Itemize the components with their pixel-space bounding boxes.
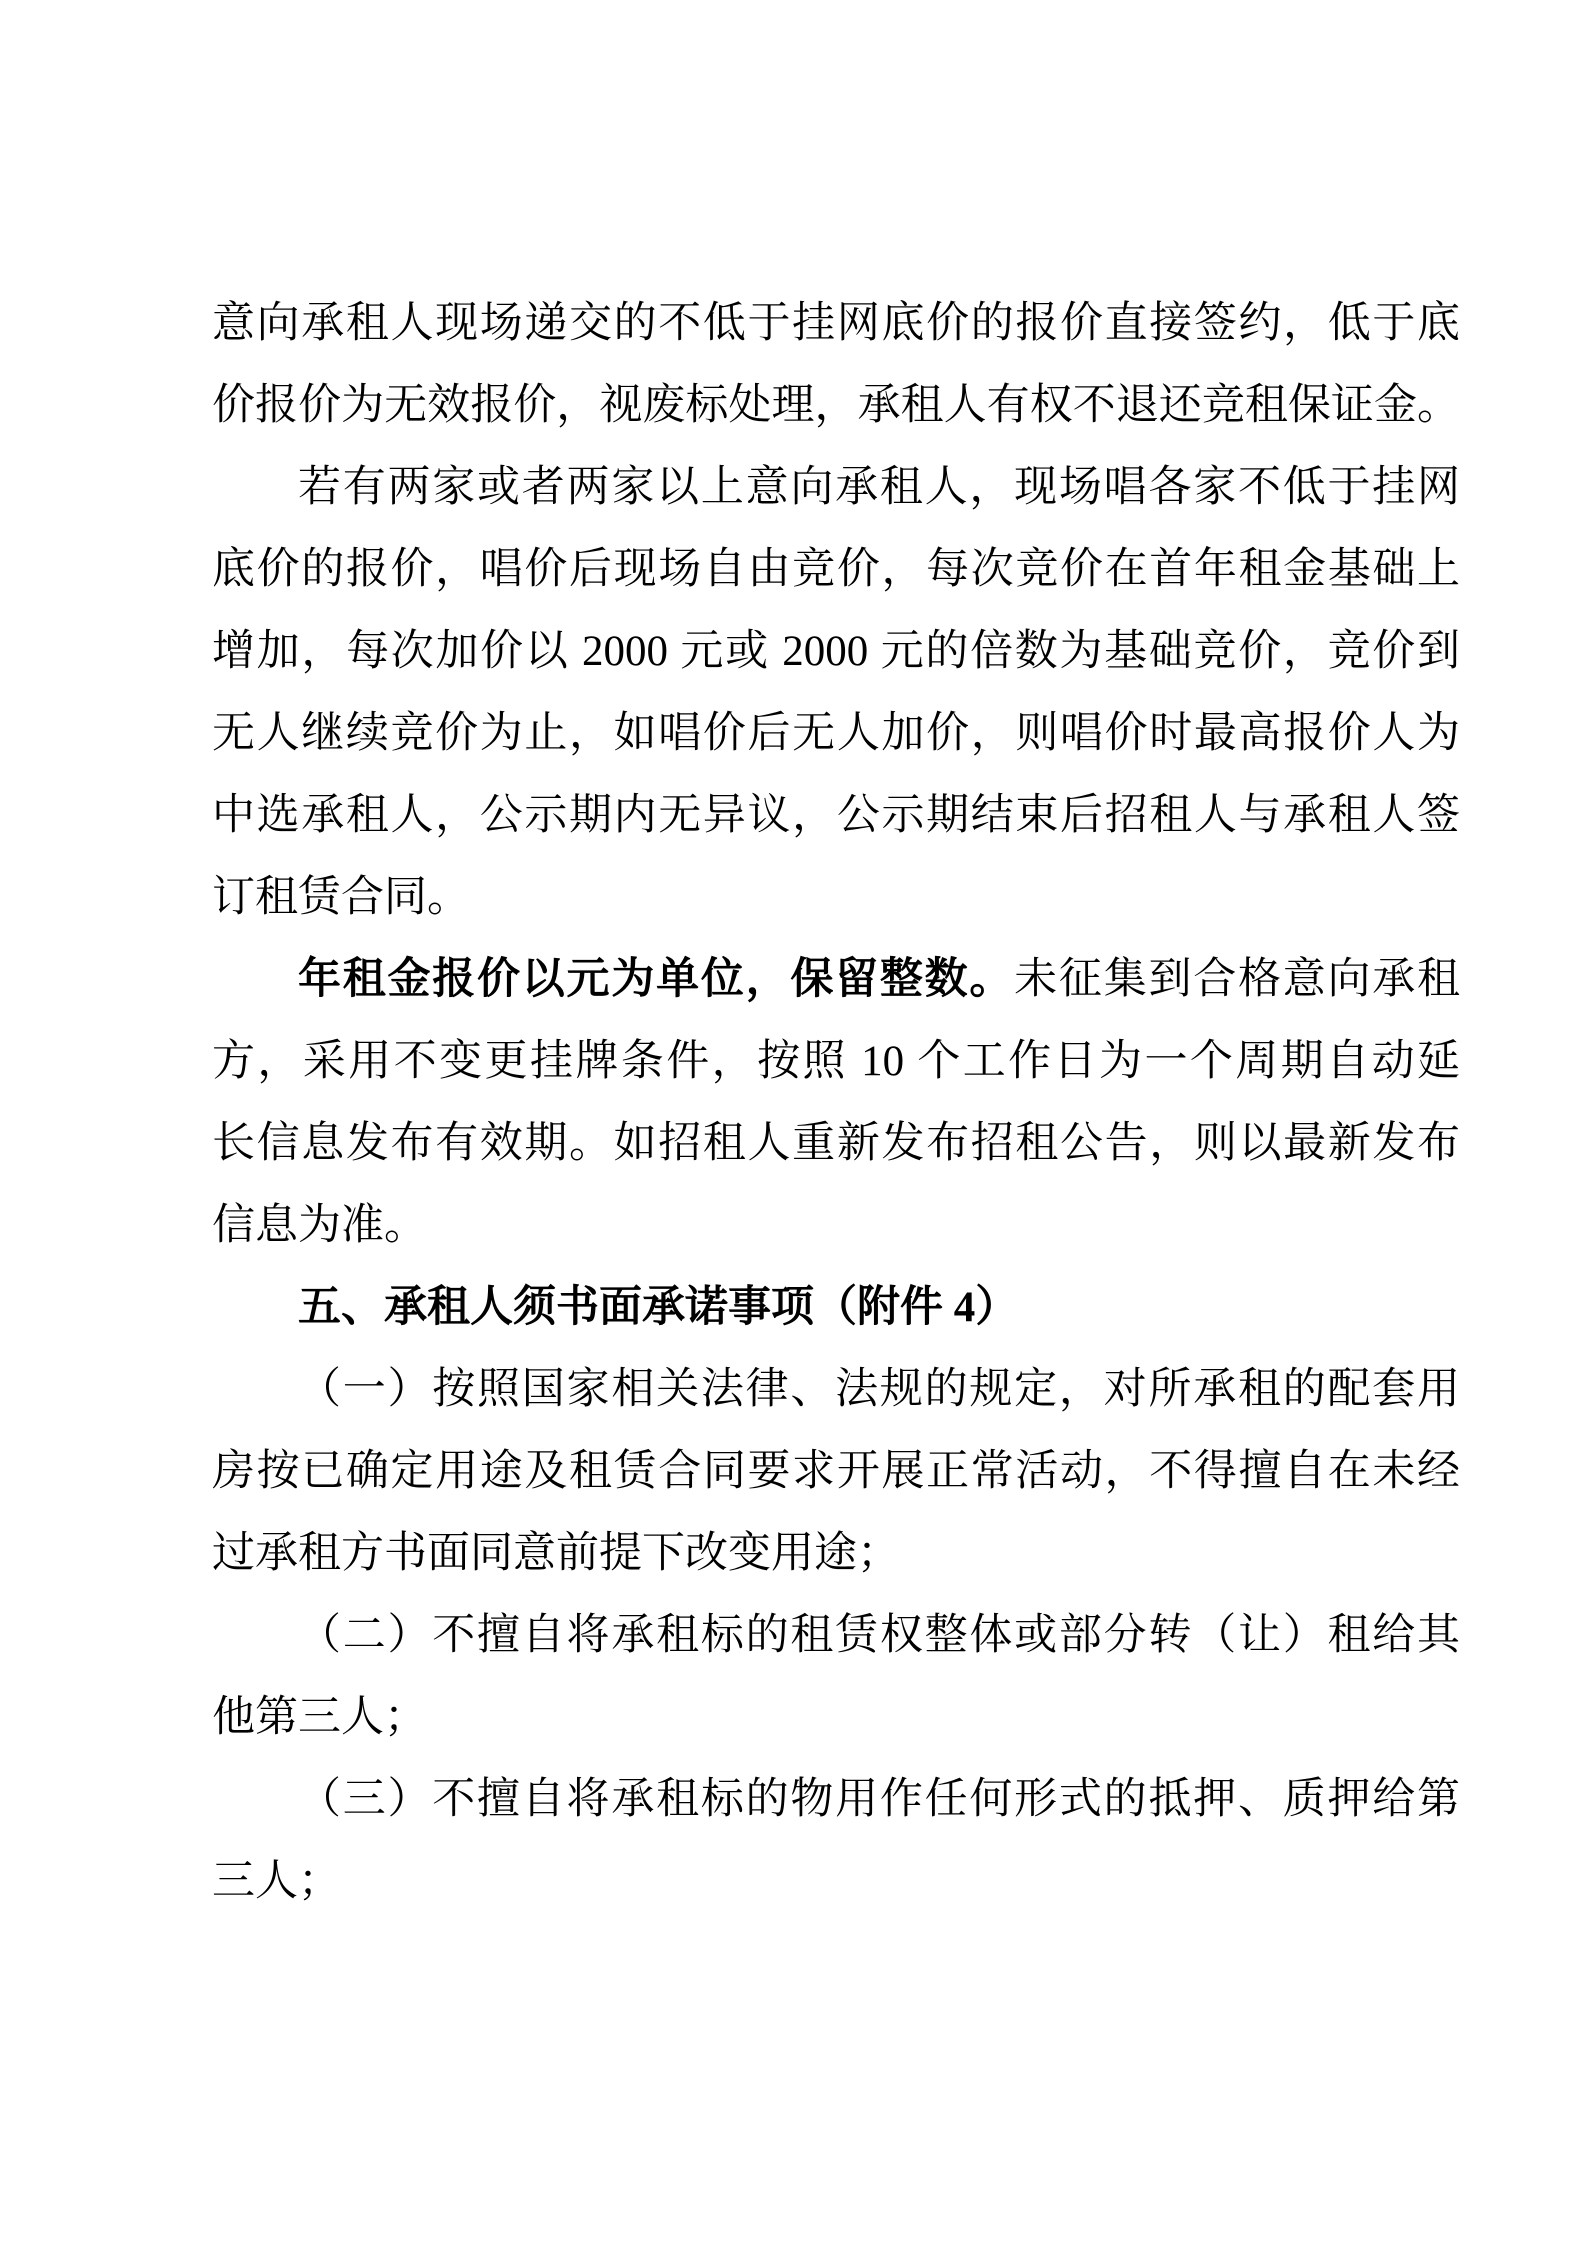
text-segment: （一）按照国家相关法律、法规的规定，对所承租的配套用: [298, 1366, 1460, 1413]
text-line: [212, 1349, 1460, 1431]
text-line: [212, 1267, 1460, 1349]
text-segment: 价报价为无效报价，视废标处理，承租人有权不退还竞租保证金。: [212, 382, 1460, 429]
text-line: [212, 939, 1460, 1021]
text-line: [212, 1021, 1460, 1103]
text-line: [212, 1677, 1460, 1759]
text-line: [212, 447, 1460, 529]
text-line: [212, 1103, 1460, 1185]
text-line: [212, 611, 1460, 693]
text-segment: 过承租方书面同意前提下改变用途；: [212, 1530, 900, 1577]
text-segment: 若有两家或者两家以上意向承租人，现场唱各家不低于挂网: [298, 464, 1460, 511]
text-line: [212, 1841, 1460, 1923]
text-line: [212, 529, 1460, 611]
text-line: [212, 1513, 1460, 1595]
text-segment: （三）不擅自将承租标的物用作任何形式的抵押、质押给第: [298, 1776, 1460, 1823]
text-segment: 增加，每次加价以 2000 元或 2000 元的倍数为基础竞价，竞价到: [212, 628, 1460, 675]
text-line: [212, 283, 1460, 365]
document-content: [212, 283, 1460, 1923]
text-segment: 意向承租人现场递交的不低于挂网底价的报价直接签约，低于底: [212, 300, 1460, 347]
text-line: [212, 1595, 1460, 1677]
text-line: [212, 365, 1460, 447]
text-line: [212, 1431, 1460, 1513]
text-segment: （二）不擅自将承租标的租赁权整体或部分转（让）租给其: [298, 1612, 1460, 1659]
text-segment: 无人继续竞价为止，如唱价后无人加价，则唱价时最高报价人为: [212, 710, 1460, 757]
text-segment: 长信息发布有效期。如招租人重新发布招租公告，则以最新发布: [212, 1120, 1460, 1167]
bold-text-segment: 五、承租人须书面承诺事项（附件 4）: [298, 1284, 1019, 1331]
text-segment: 底价的报价，唱价后现场自由竞价，每次竞价在首年租金基础上: [212, 546, 1460, 593]
text-segment: 订租赁合同。: [212, 874, 470, 921]
text-segment: 未征集到合格意向承租: [1014, 956, 1461, 1003]
text-line: [212, 1185, 1460, 1267]
text-segment: 他第三人；: [212, 1694, 427, 1741]
text-line: [212, 775, 1460, 857]
text-segment: 房按已确定用途及租赁合同要求开展正常活动，不得擅自在未经: [212, 1448, 1460, 1495]
text-segment: 信息为准。: [212, 1202, 427, 1249]
text-line: [212, 857, 1460, 939]
text-line: [212, 693, 1460, 775]
text-segment: 方，采用不变更挂牌条件，按照 10 个工作日为一个周期自动延: [212, 1038, 1460, 1085]
bold-text-segment: 年租金报价以元为单位，保留整数。: [298, 956, 1015, 1003]
text-segment: 中选承租人，公示期内无异议，公示期结束后招租人与承租人签: [212, 792, 1460, 839]
text-segment: 三人；: [212, 1858, 341, 1905]
text-line: [212, 1759, 1460, 1841]
